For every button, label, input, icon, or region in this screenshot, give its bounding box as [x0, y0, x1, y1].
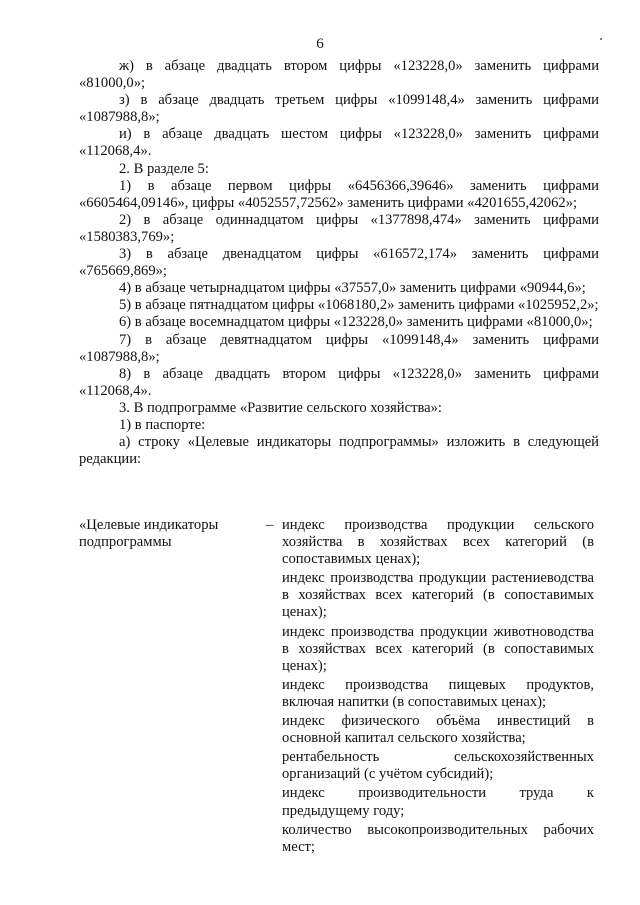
paragraph: 1) в паспорте: — [119, 416, 206, 433]
amendment-text — [79, 58, 599, 468]
indicator-item: индекс производства продукции растениеводства в хозяйствах всех категорий (в сопоставимых ценах); — [282, 570, 594, 621]
indicator-item: рентабельность сельскохозяйственных организаций (с учётом субсидий); — [282, 749, 594, 783]
indicators-list — [282, 517, 594, 858]
section-heading: 3. В подпрограмме «Развитие сельского хозяйства»: — [119, 399, 442, 416]
paragraph: 6) в абзаце восемнадцатом цифры «123228,0» заменить цифрами «81000,0»; — [119, 314, 593, 331]
indicator-item: индекс производства продукции животноводства в хозяйствах всех категорий (в сопоставимых ценах); — [282, 623, 594, 674]
paragraph: 8) в абзаце двадцать втором цифры «123228,0» заменить цифрами «112068,4». — [79, 365, 599, 399]
indicator-item: количество высокопроизводительных рабочих мест; — [282, 821, 594, 855]
section-heading: 2. В разделе 5: — [119, 160, 209, 177]
paragraph: 1) в абзаце первом цифры «6456366,39646» заменить цифрами «6605464,09146», цифры «4052557,72562» заменить цифрами «4201655,42062»; — [79, 177, 599, 211]
paragraph: 5) в абзаце пятнадцатом цифры «1068180,2» заменить цифрами «1025952,2»; — [119, 297, 599, 314]
paragraph: и) в абзаце двадцать шестом цифры «123228,0» заменить цифрами «112068,4». — [79, 126, 599, 160]
paragraph: а) строку «Целевые индикаторы подпрограммы» изложить в следующей редакции: — [79, 434, 599, 468]
indicator-item: индекс производства продукции сельского хозяйства в хозяйствах всех категорий (в сопоставимых ценах); — [282, 517, 594, 568]
paragraph: 7) в абзаце девятнадцатом цифры «1099148,4» заменить цифрами «1087988,8»; — [79, 331, 599, 365]
indicator-item: индекс физического объёма инвестиций в основной капитал сельского хозяйства; — [282, 713, 594, 747]
indicator-item: индекс производительности труда к предыдущему году; — [282, 785, 594, 819]
paragraph: 3) в абзаце двенадцатом цифры «616572,174» заменить цифрами «765669,869»; — [79, 246, 599, 280]
indicators-label: «Целевые индикаторы подпрограммы — [79, 517, 219, 551]
paragraph: з) в абзаце двадцать третьем цифры «1099148,4» заменить цифрами «1087988,8»; — [79, 92, 599, 126]
paragraph: ж) в абзаце двадцать втором цифры «123228,0» заменить цифрами «81000,0»; — [79, 58, 599, 92]
paragraph: 2) в абзаце одиннадцатом цифры «1377898,474» заменить цифрами «1580383,769»; — [79, 211, 599, 245]
paragraph: 4) в абзаце четырнадцатом цифры «37557,0» заменить цифрами «90944,6»; — [119, 280, 586, 297]
page-number: 6 — [316, 36, 324, 52]
indicator-item: индекс производства пищевых продуктов, включая напитки (в сопоставимых ценах); — [282, 676, 594, 710]
dash-separator: – — [266, 517, 274, 533]
